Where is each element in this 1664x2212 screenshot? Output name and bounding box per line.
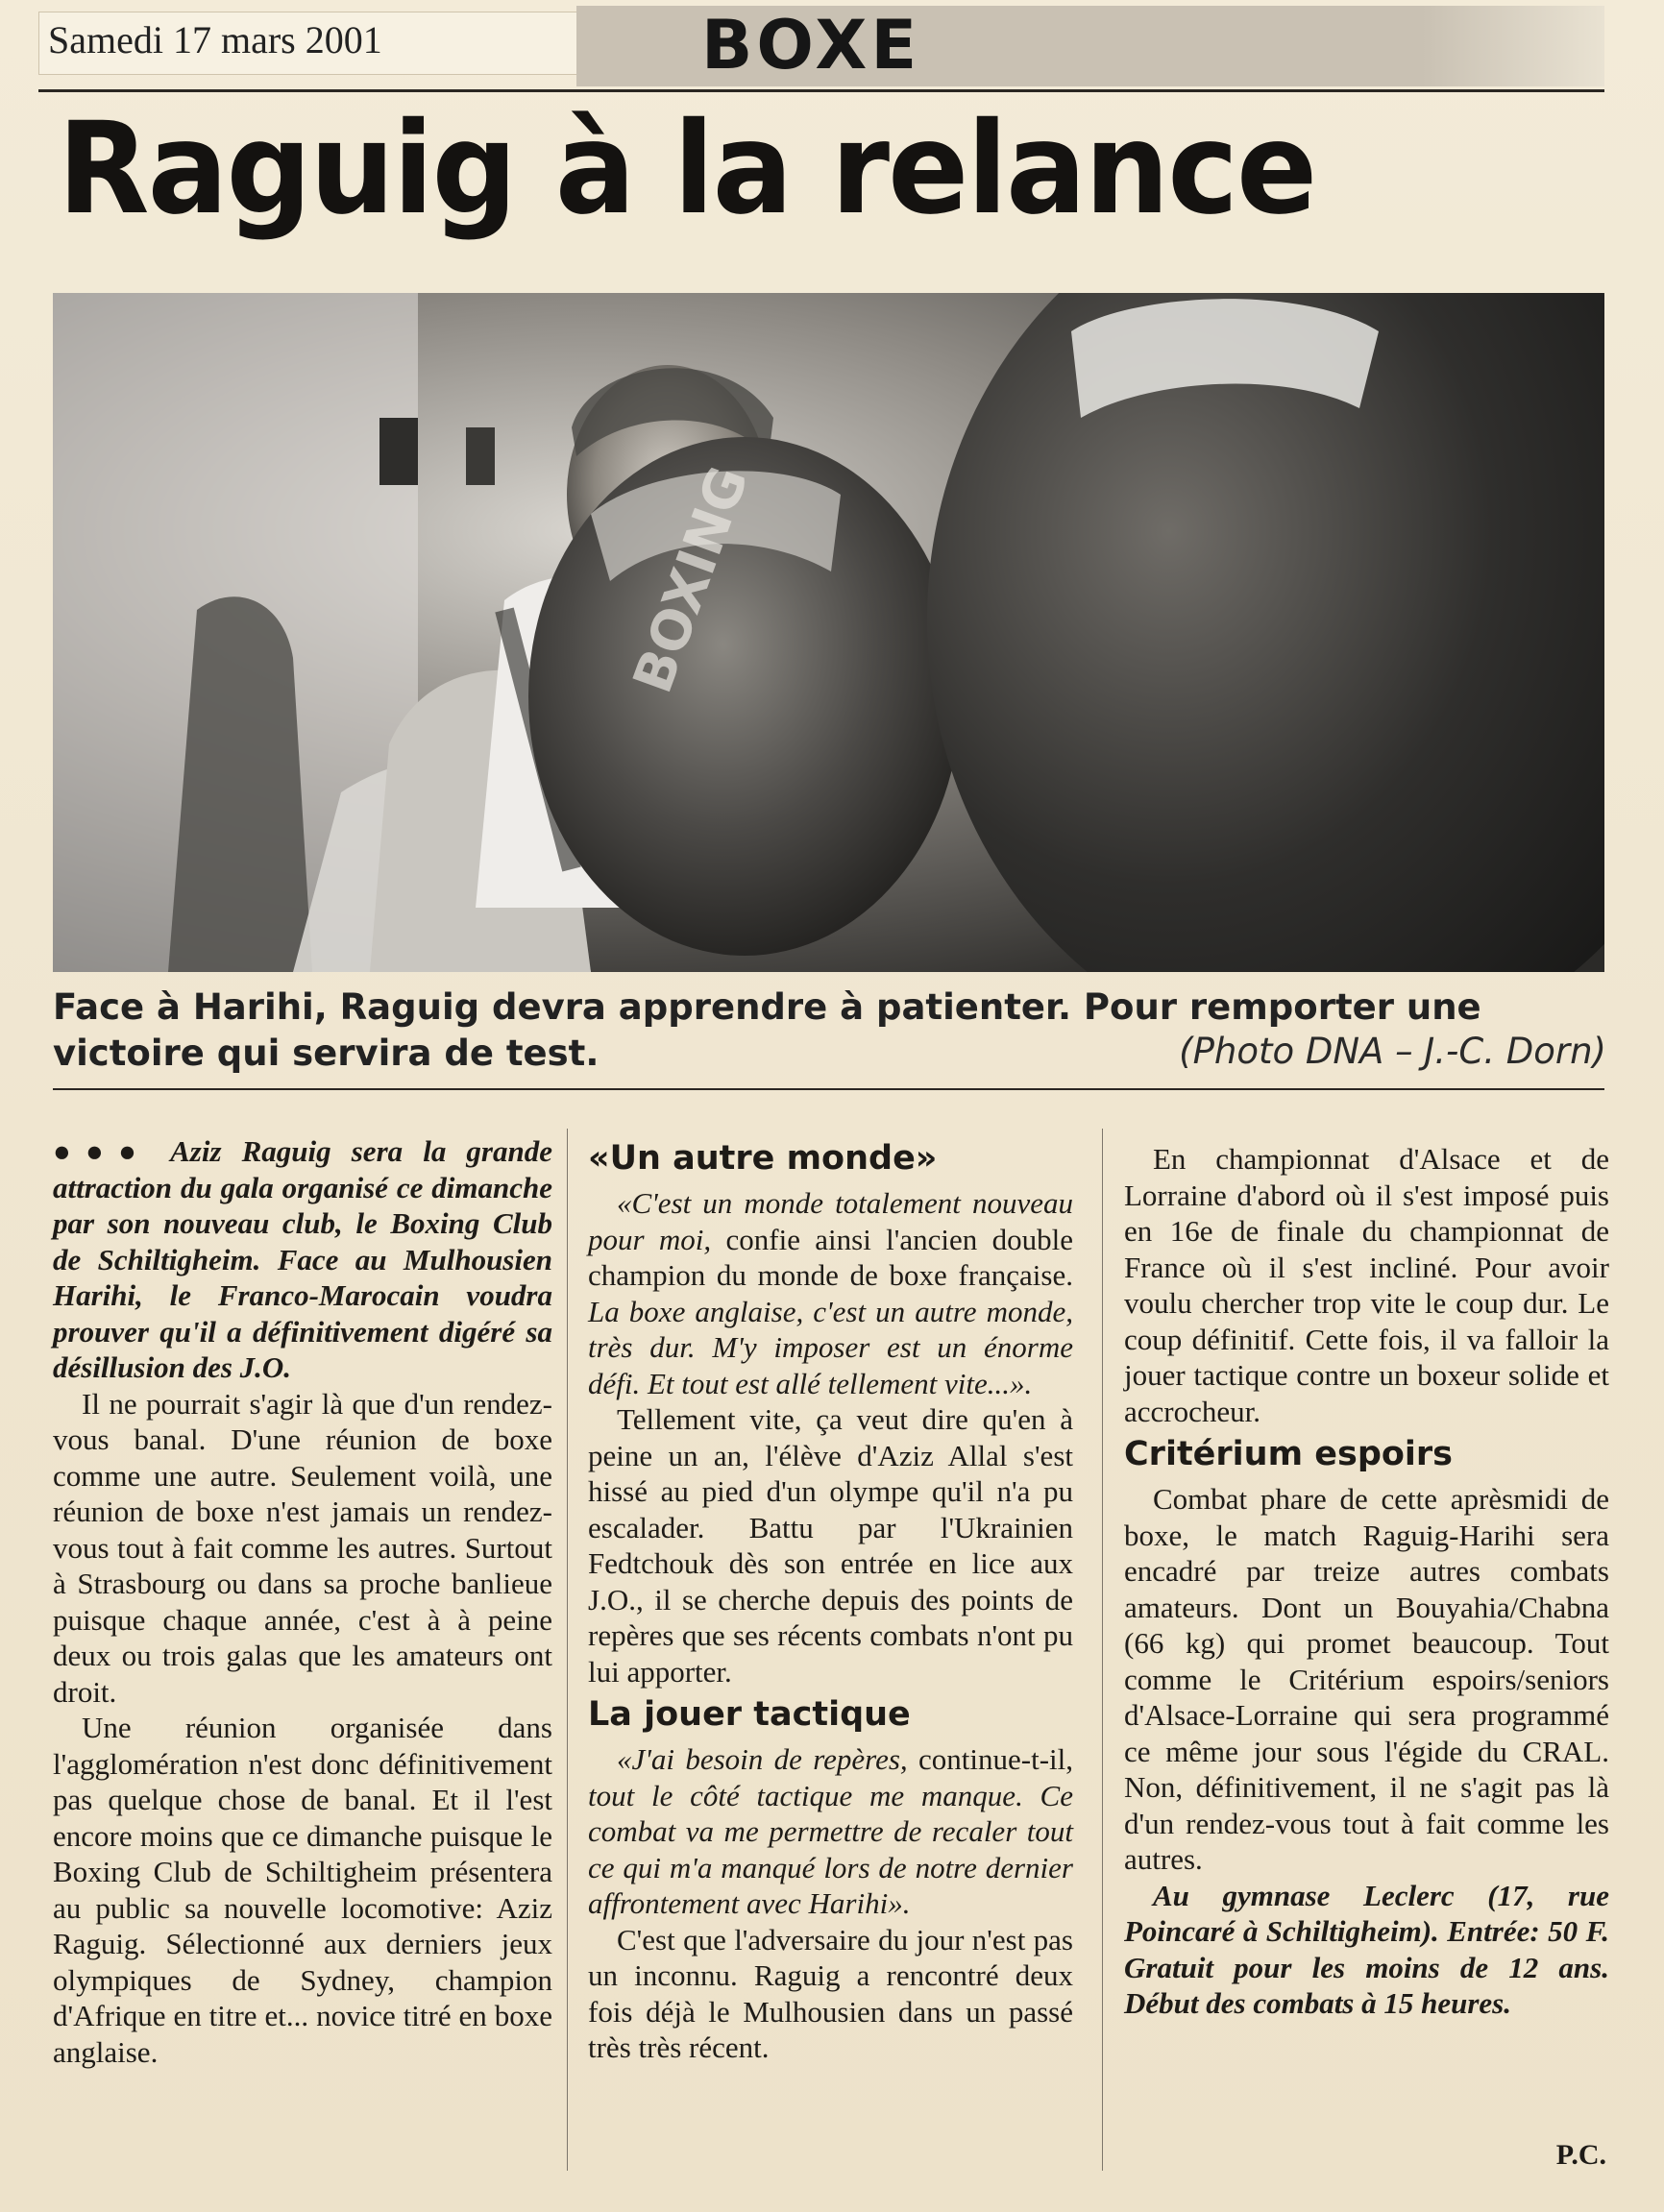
column-divider-2 [1102,1129,1103,2171]
quote-1-attribution: confie ainsi l'ancien double champion du monde de boxe française. [588,1222,1073,1292]
quote-1b: La boxe anglaise, c'est un autre monde, très dur. M'y imposer est un énorme défi. Et tout est allé tellement vite...». [588,1294,1073,1400]
quote-2b: tout le côté tactique me manque. Ce combat va me permettre de recaler tout ce qui m'a manqué lors de notre dernier affrontement avec Harihi». [588,1778,1073,1920]
rubric-band-fade [1422,6,1604,86]
header-rule [38,89,1604,92]
author-signature: P.C. [1555,2139,1606,2171]
quote-1a: «C'est un monde totalement nouveau pour moi, [588,1186,1073,1256]
paragraph-8: Combat phare de cette aprèsmidi de boxe, le match Raguig-Harihi sera encadré par treize autres combats amateurs. Dont un Bouyahia/Chabna (66 kg) qui promet beaucoup. Tout comme le Critérium espoirs/seniors d'Alsace-Lorraine qui sera programmé ce même jour sous l'égide du CRAL. Non, définitivement, il ne s'agit pas là d'un rendez-vous tout à fait comme les autres. [1124,1482,1609,1876]
photo-caption: Face à Harihi, Raguig devra apprendre à patienter. Pour remporter une victoire qui servira de test. [53,986,1481,1074]
subhead-criterium-espoirs: Critérium espoirs [1124,1435,1454,1473]
article-column-3 [1124,1141,1609,2022]
glove-lettering: BOXING [622,458,761,701]
article-column-2 [588,1133,1073,2066]
paragraph-1: Il ne pourrait s'agir là que d'un rendez-vous banal. D'une réunion de boxe comme une autre. Seulement voilà, une réunion de boxe n'est jamais un rendez-vous tout à fait comme les autres. Surtout à Strasbourg ou dans sa proche banlieue puisque chaque année, c'est à à peine deux ou trois galas que les amateurs ont droit. [53,1386,552,1709]
article-column-1 [53,1133,552,2070]
paragraph-3 [588,1185,1073,1401]
paragraph-7: En championnat d'Alsace et de Lorraine d'abord où il s'est imposé puis en 16e de finale du championnat de France où il s'est incliné. Pour avoir voulu chercher trop vite le coup dur. Le coup définitif. Cette fois, il va falloir la jouer tactique contre un boxeur solide et accrocheur. [1124,1142,1609,1428]
photo-credit: (Photo DNA – J.-C. Dorn) [1179,1031,1606,1072]
subhead-autre-monde: «Un autre monde» [588,1139,938,1178]
paragraph-5 [588,1741,1073,1922]
subhead-jouer-tactique: La jouer tactique [588,1695,911,1734]
paragraph-6: C'est que l'adversaire du jour n'est pas un inconnu. Raguig a rencontré deux fois déjà le Mulhousien dans un passé très très récent. [588,1922,1073,2064]
boxer-photo [53,293,1604,972]
paragraph-4: Tellement vite, ça veut dire qu'en à peine un an, l'élève d'Aziz Allal s'est hissé au pied d'un olympe qu'il n'a pu escalader. Battu par l'Ukrainien Fedtchouk dès son entrée en lice aux J.O., il se cherche depuis des points de repères que ses récents combats n'ont pu lui apporter. [588,1402,1073,1689]
paragraph-2: Une réunion organisée dans l'agglomération n'est donc définitivement pas quelque chose de banal. Et il l'est encore moins que ce dimanche puisque le Boxing Club de Schiltigheim présentera au public sa nouvelle locomotive: Aziz Raguig. Sélectionné aux derniers jeux olympiques de Sydney, champion d'Afrique en titre et... novice titré en boxe anglaise. [53,1711,552,2069]
lede-bullets: ●●● [53,1134,152,1168]
headline: Raguig à la relance [58,95,1316,243]
publication-date: Samedi 17 mars 2001 [48,18,382,61]
boxer-photo-illustration [53,293,1604,972]
lede-text: Aziz Raguig sera la grande attraction du gala organisé ce dimanche par son nouveau club, le Boxing Club de Schiltigheim. Face au Mulhousien Harihi, le Franco-Marocain voudra prouver qu'il a définitivement digéré sa désillusion des J.O. [53,1134,552,1384]
column-divider-1 [567,1129,568,2171]
quote-2a: «J'ai besoin de repères, [617,1742,908,1776]
practical-info: Au gymnase Leclerc (17, rue Poincaré à Schiltigheim). Entrée: 50 F. Gratuit pour les moins de 12 ans. Début des combats à 15 heures. [1124,1878,1609,2020]
quote-2-attribution: continue-t-il, [907,1742,1073,1776]
section-rubric: BOXE [701,6,921,85]
article-lede [53,1133,552,1386]
caption-rule [53,1088,1604,1090]
